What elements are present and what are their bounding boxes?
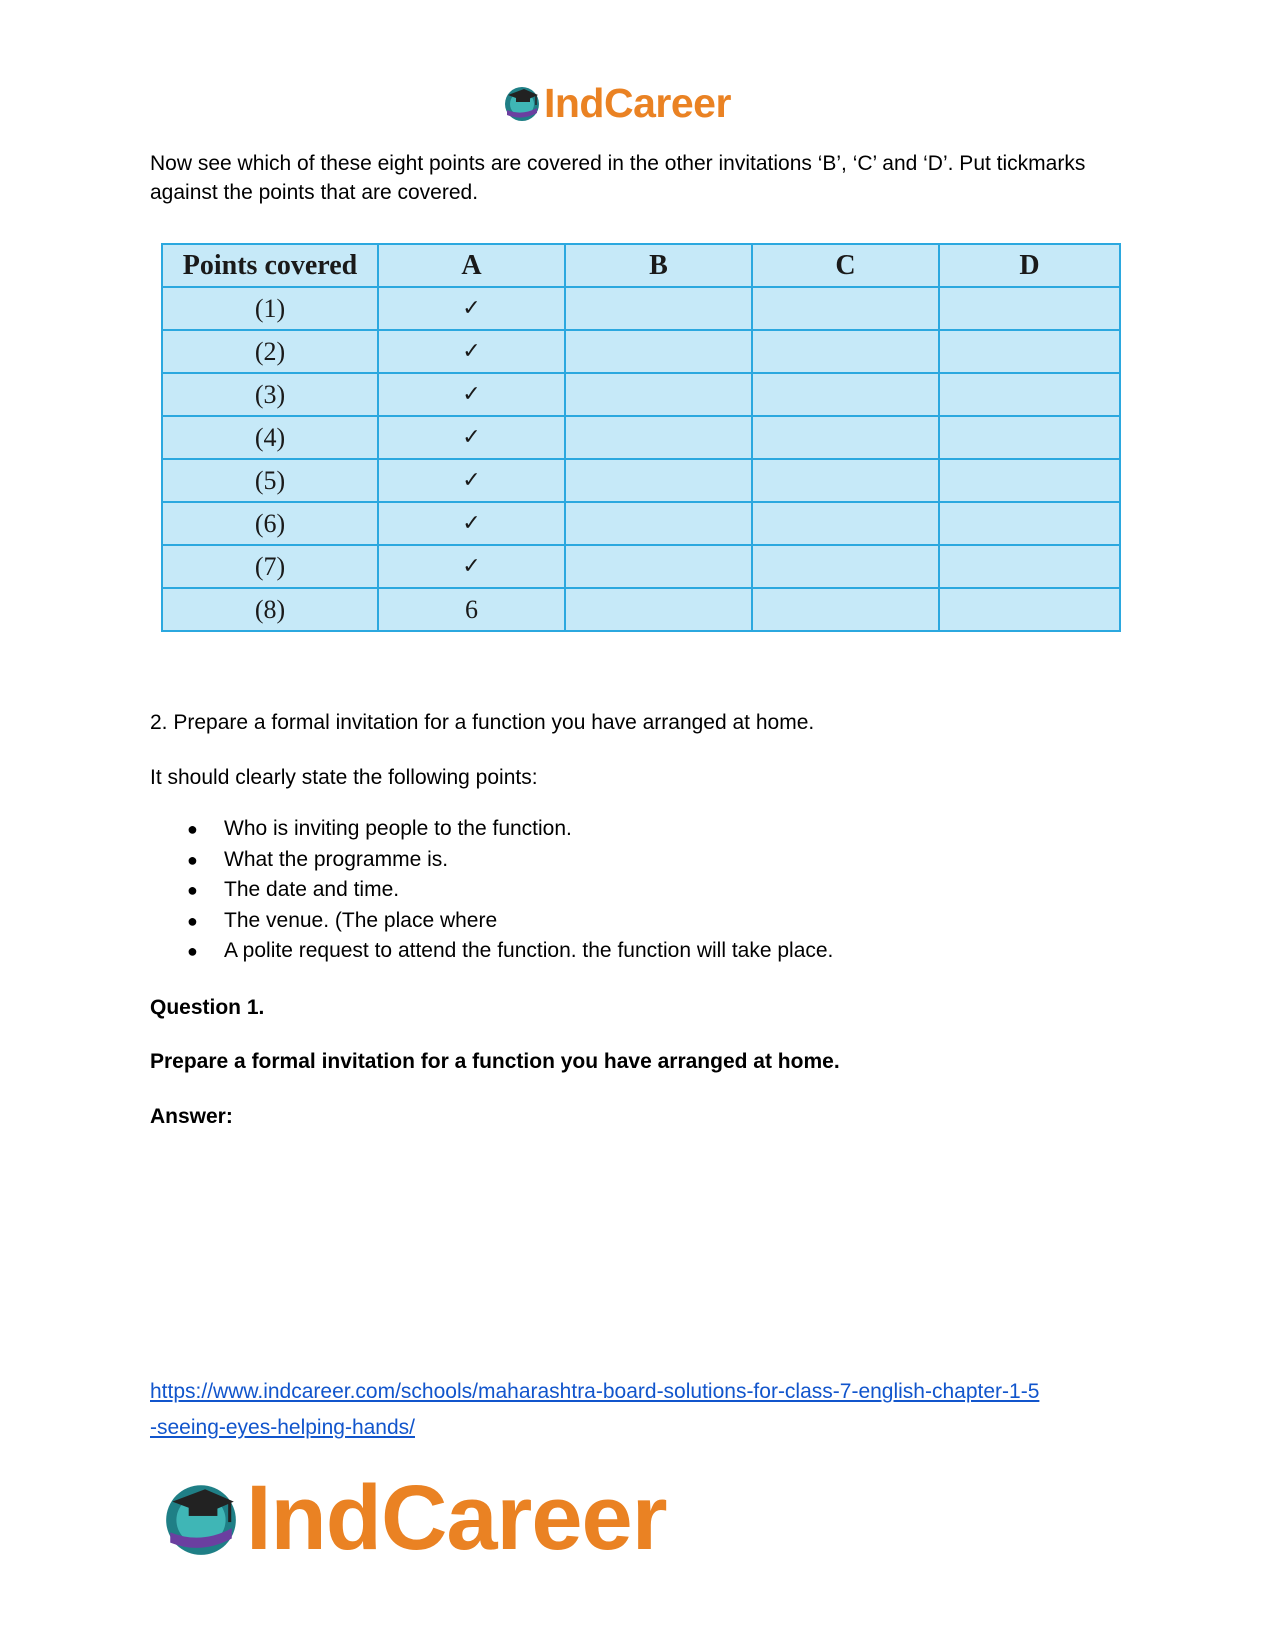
cell-a: ✓ bbox=[378, 373, 565, 416]
table-row bbox=[162, 330, 1120, 373]
list-item bbox=[150, 814, 833, 845]
cell-c bbox=[752, 588, 939, 631]
point-label: (3) bbox=[162, 373, 378, 416]
cell-a: ✓ bbox=[378, 459, 565, 502]
bullet: ● bbox=[187, 910, 198, 931]
cell-b bbox=[565, 416, 752, 459]
cell-b bbox=[565, 588, 752, 631]
header-logo-text: IndCareer bbox=[544, 79, 731, 126]
question-text: Prepare a formal invitation for a function you have arranged at home. bbox=[150, 1050, 840, 1073]
source-link-line-2: -seeing-eyes-helping-hands/ bbox=[150, 1416, 415, 1439]
bullet: ● bbox=[187, 819, 198, 839]
cell-d bbox=[939, 373, 1120, 416]
cell-c bbox=[752, 287, 939, 330]
question-2-text: 2. Prepare a formal invitation for a function you have arranged at home. bbox=[150, 711, 815, 734]
cell-d bbox=[939, 287, 1120, 330]
cell-d bbox=[939, 330, 1120, 373]
table-row bbox=[162, 545, 1120, 588]
cell-b bbox=[565, 287, 752, 330]
cell-c bbox=[752, 502, 939, 545]
list-item bbox=[150, 845, 833, 876]
point-label: (2) bbox=[162, 330, 378, 373]
list-item-text: Who is inviting people to the function. bbox=[224, 817, 572, 840]
point-label: (7) bbox=[162, 545, 378, 588]
cell-b bbox=[565, 330, 752, 373]
table-row bbox=[162, 588, 1120, 631]
cell-c bbox=[752, 416, 939, 459]
cell-c bbox=[752, 330, 939, 373]
cell-d bbox=[939, 459, 1120, 502]
bullet: ● bbox=[187, 849, 198, 870]
list-item bbox=[150, 936, 833, 967]
point-label: (5) bbox=[162, 459, 378, 502]
header-logo bbox=[502, 80, 731, 126]
cell-c bbox=[752, 545, 939, 588]
header-d: D bbox=[939, 244, 1120, 287]
source-link-line-1: https://www.indcareer.com/schools/maharashtra-board-solutions-for-class-7-english-chapter-1-5 bbox=[150, 1380, 1040, 1403]
cell-c bbox=[752, 373, 939, 416]
point-label: (8) bbox=[162, 588, 378, 631]
point-label: (4) bbox=[162, 416, 378, 459]
point-label: (6) bbox=[162, 502, 378, 545]
footer-logo bbox=[160, 1466, 667, 1569]
bullet: ● bbox=[187, 880, 198, 900]
cell-b bbox=[565, 459, 752, 502]
cell-a: ✓ bbox=[378, 330, 565, 373]
points-covered-table bbox=[161, 243, 1121, 632]
table-header-row bbox=[162, 244, 1120, 287]
point-label: (1) bbox=[162, 287, 378, 330]
cell-a: ✓ bbox=[378, 502, 565, 545]
points-list bbox=[150, 814, 833, 967]
table-row bbox=[162, 287, 1120, 330]
source-link[interactable] bbox=[150, 1374, 1130, 1446]
cell-d bbox=[939, 588, 1120, 631]
header-points-covered: Points covered bbox=[162, 244, 378, 287]
table-row bbox=[162, 416, 1120, 459]
list-item bbox=[150, 906, 833, 937]
bullet: ● bbox=[187, 941, 198, 961]
cell-a: ✓ bbox=[378, 287, 565, 330]
header-a: A bbox=[378, 244, 565, 287]
answer-label: Answer: bbox=[150, 1105, 233, 1128]
list-item-text: What the programme is. bbox=[224, 847, 449, 871]
header-c: C bbox=[752, 244, 939, 287]
cell-c bbox=[752, 459, 939, 502]
list-item-text: A polite request to attend the function. the function will take place. bbox=[224, 939, 834, 962]
table-row bbox=[162, 459, 1120, 502]
graduation-cap-globe-icon bbox=[502, 83, 542, 123]
cell-b bbox=[565, 502, 752, 545]
question-heading: Question 1. bbox=[150, 996, 265, 1019]
list-item bbox=[150, 875, 833, 906]
cell-a: 6 bbox=[378, 588, 565, 631]
intro-text: Now see which of these eight points are covered in the other invitations ‘B’, ‘C’ and ‘D’. Put tickmarks against the points that are covered. bbox=[150, 152, 1086, 204]
list-item-text: The venue. (The place where bbox=[224, 908, 498, 932]
cell-a: ✓ bbox=[378, 545, 565, 588]
cell-a: ✓ bbox=[378, 416, 565, 459]
list-item-text: The date and time. bbox=[224, 878, 400, 901]
cell-d bbox=[939, 502, 1120, 545]
footer-logo-text: IndCareer bbox=[246, 1466, 667, 1569]
cell-d bbox=[939, 416, 1120, 459]
graduation-cap-globe-icon bbox=[160, 1477, 242, 1559]
cell-d bbox=[939, 545, 1120, 588]
cell-b bbox=[565, 545, 752, 588]
cell-b bbox=[565, 373, 752, 416]
state-points-text: It should clearly state the following points: bbox=[150, 766, 538, 789]
table-row bbox=[162, 502, 1120, 545]
header-b: B bbox=[565, 244, 752, 287]
table-row bbox=[162, 373, 1120, 416]
